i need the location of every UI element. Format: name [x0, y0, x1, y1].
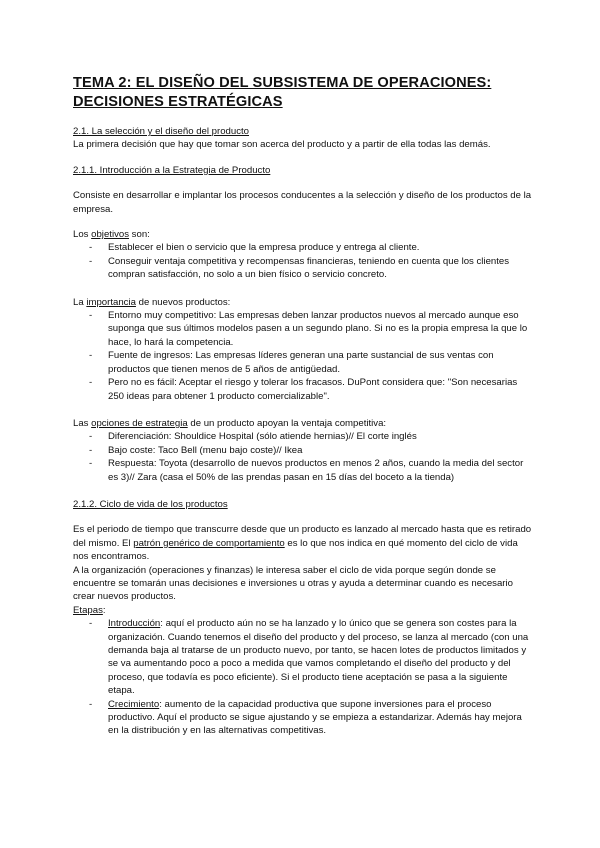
list-item — [73, 617, 533, 697]
option-text: Respuesta: Toyota (desarrollo de nuevos productos en menos 2 años, cuando la media del sector es 3)// Zara (casa el 50% de las prendas pasan en 15 días del boceto a la tienda) — [108, 458, 524, 483]
stage-keyword: Introducción — [108, 618, 161, 630]
section-2-1-1-heading: 2.1.1. Introducción a la Estrategia de Producto — [73, 164, 271, 176]
dash-bullet: - — [89, 458, 93, 470]
stage-text: : aquí el producto aún no se ha lanzado y lo único que se genera son costes para la organización. Cuando tenemos el diseño del producto y del proceso, se lanza al mercado (con una demanda baja al tratarse de un producto nuevo, por tanto, se hacen lotes de productos limitados y se va aumentando poco a poco a medida que vamos completando el diseño del producto y del proceso, que todavía es poco eficiente). Si el producto tiene aceptación se pasa a la siguiente etapa. — [108, 618, 529, 697]
dash-bullet: - — [89, 431, 93, 443]
life-cycle-p1-end: es lo que nos indica en qué momento del ciclo de vida nos encontramos. — [73, 537, 518, 563]
importance-lead-post: de nuevos productos: — [135, 296, 231, 308]
strategy-options-list — [73, 430, 533, 484]
importance-lead — [73, 296, 533, 309]
importance-text: Pero no es fácil: Aceptar el riesgo y tolerar los fracasos. DuPont considera que: "Son necesarias 250 ideas para obtener 1 producto comercializable". — [108, 377, 518, 402]
list-item — [73, 698, 533, 738]
list-item — [73, 255, 533, 282]
stages-list — [73, 617, 533, 738]
life-cycle-paragraph-2: A la organización (operaciones y finanzas) le interesa saber el ciclo de vida porque según donde se encuentre se tomarán unas decisiones e inversiones u otras y ayuda a determinar cuando es necesario crear nuevos productos. — [73, 564, 513, 603]
stages-lead-post: : — [102, 604, 106, 616]
options-lead-pre: Las — [73, 417, 92, 429]
list-item — [73, 241, 533, 254]
section-2-1-heading: 2.1. La selección y el diseño del producto — [73, 126, 249, 137]
dash-bullet: - — [89, 242, 93, 254]
dash-bullet: - — [89, 698, 93, 710]
options-lead-post: de un producto apoyan la ventaja competitiva: — [187, 417, 387, 429]
stages-keyword: Etapas — [73, 604, 103, 616]
dash-bullet: - — [89, 350, 93, 362]
list-item — [73, 349, 533, 376]
list-item — [73, 457, 533, 484]
objective-text: Establecer el bien o servicio que la empresa produce y entrega al cliente. — [108, 242, 420, 254]
stage-keyword: Crecimiento — [108, 698, 160, 710]
strategy-intro-paragraph: Consiste en desarrollar e implantar los procesos conducentes a la selección y diseño de los productos de la empresa. — [73, 190, 532, 215]
objectives-lead-pre: Los — [73, 229, 92, 241]
stages-lead — [73, 604, 533, 617]
importance-lead-pre: La — [73, 296, 87, 308]
dash-bullet: - — [89, 310, 93, 322]
objectives-lead-post: son: — [129, 229, 150, 241]
dash-bullet: - — [89, 444, 93, 456]
importance-keyword: importancia — [86, 296, 136, 308]
list-item — [73, 309, 533, 349]
list-item — [73, 430, 533, 443]
section-2-1-text: La primera decisión que hay que tomar son acerca del producto y a partir de ella todas las demás. — [73, 139, 491, 151]
dash-bullet: - — [89, 618, 93, 630]
objectives-list — [73, 241, 533, 281]
dash-bullet: - — [89, 377, 93, 389]
document-title: TEMA 2: EL DISEÑO DEL SUBSISTEMA DE OPERACIONES: DECISIONES ESTRATÉGICAS — [73, 75, 492, 110]
list-item — [73, 444, 533, 457]
importance-text: Fuente de ingresos: Las empresas líderes generan una parte sustancial de sus ventas con productos que tienen menos de 5 años de antigüedad. — [108, 350, 494, 375]
option-text: Bajo coste: Taco Bell (menu bajo coste)// Ikea — [108, 444, 303, 456]
life-cycle-paragraph-1 — [73, 523, 533, 563]
generic-pattern-keyword: patrón genérico de comportamiento — [133, 537, 285, 549]
document-page — [73, 74, 533, 738]
options-keyword: opciones de estrategia — [91, 417, 188, 429]
objectives-lead — [73, 228, 533, 241]
importance-list — [73, 309, 533, 403]
life-cycle-p1-start: Es el periodo de tiempo que transcurre desde que un producto es lanzado al mercado hasta que es retirado del mismo. El — [73, 524, 532, 549]
stage-text: : aumento de la capacidad productiva que supone inversiones para el proceso productivo. Aquí el producto se sigue ajustando y se empieza a estandarizar. Además hay mejora en la distribución y en las alternativas competitivas. — [108, 698, 522, 737]
option-text: Diferenciación: Shouldice Hospital (sólo atiende hernias)// El corte inglés — [108, 431, 417, 443]
importance-text: Entorno muy competitivo: Las empresas deben lanzar productos nuevos al mercado aunque eso suponga que sus últimos modelos pasen a un segundo plano. Si no es la propia empresa la que lo hace, lo hará la competencia. — [108, 310, 528, 348]
strategy-options-lead — [73, 417, 533, 430]
objective-text: Conseguir ventaja competitiva y recompensas financieras, teniendo en cuenta que los clientes compran satisfacción, no solo a un bien físico o servicio concreto. — [108, 255, 510, 281]
section-2-1-2-heading: 2.1.2. Ciclo de vida de los productos — [73, 498, 228, 510]
dash-bullet: - — [89, 255, 93, 267]
objectives-keyword: objetivos — [91, 229, 130, 241]
list-item — [73, 376, 533, 403]
